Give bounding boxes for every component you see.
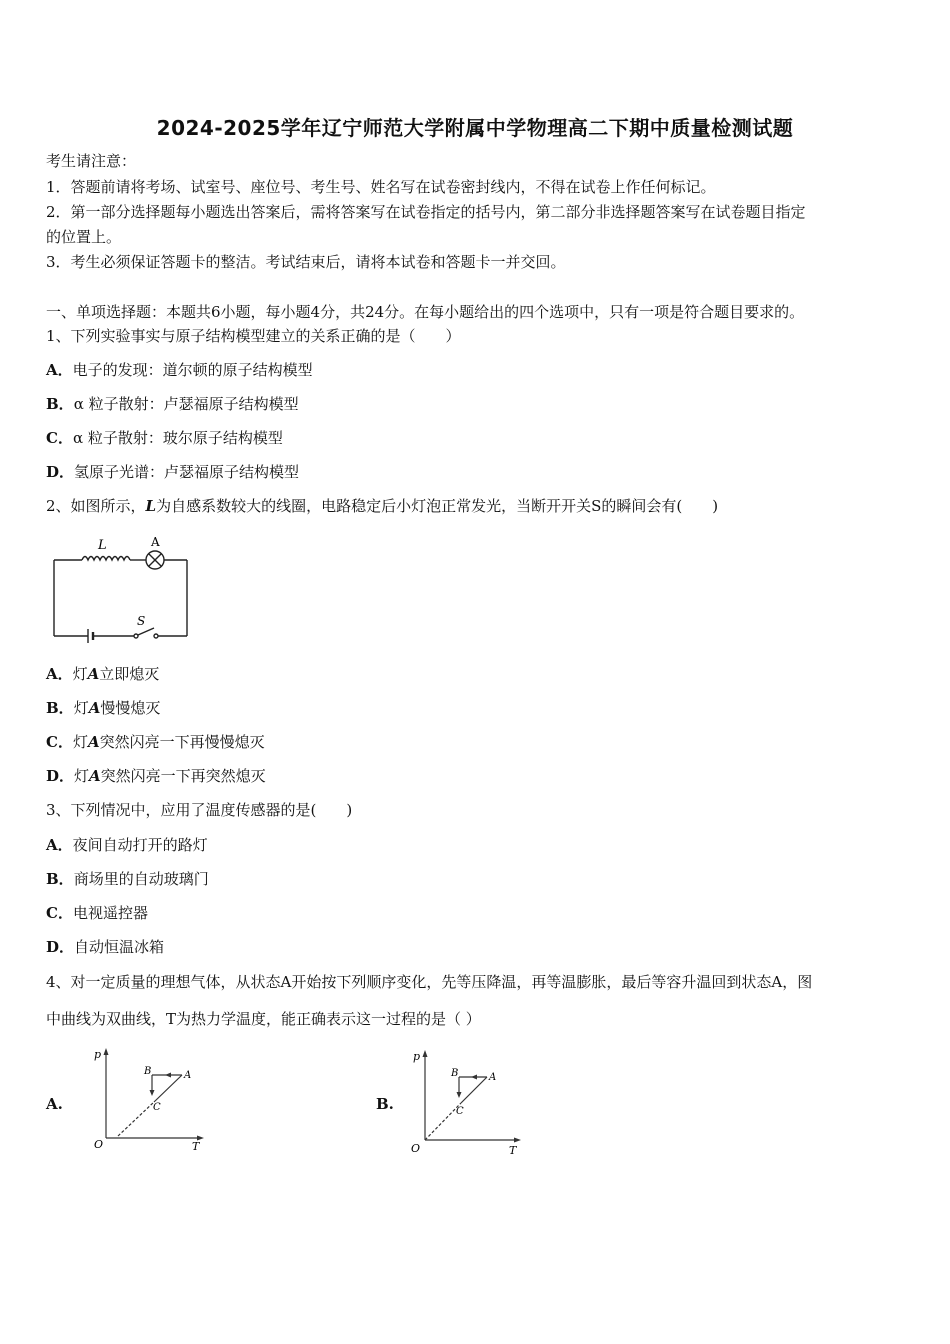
q1-option-b[interactable] [46,394,299,414]
q3-option-d[interactable] [46,937,164,957]
q1-option-a[interactable] [46,360,313,380]
point-c-label: C [153,1102,161,1113]
q2-option-d[interactable] [46,766,266,786]
notice-item-3: 3．考生必须保证答题卡的整洁。考试结束后，请将本试卷和答题卡一并交回。 [46,253,566,271]
option-label: D． [46,463,75,481]
notice-item-1: 1．答题前请将考场、试室号、座位号、考生号、姓名写在试卷密封线内，不得在试卷上作任何标记。 [46,178,716,196]
option-text: 突然闪亮一下再慢慢熄灭 [99,733,265,751]
q2-option-b[interactable] [46,698,160,718]
inductor-coil [82,557,130,561]
q4-option-a-graph [90,1044,210,1156]
option-text: α 粒子散射：玻尔原子结构模型 [72,429,283,447]
option-text: 电视遥控器 [72,904,148,922]
q3-option-c[interactable] [46,903,148,923]
option-pre: 灯 [73,699,89,717]
option-label: D． [46,767,75,785]
origin-label: O [411,1142,421,1155]
question-2-stem [46,496,718,516]
t-axis-arrow [514,1138,521,1143]
q4-option-b-label[interactable] [376,1094,394,1114]
option-text: 立即熄灭 [99,665,160,683]
option-label: B． [46,395,74,413]
option-var: A [88,699,101,717]
question-3-stem: 3、下列情况中，应用了温度传感器的是( ) [46,801,353,819]
switch-contact [134,634,138,638]
notice-item-2-cont: 的位置上。 [46,228,122,246]
dashed-line-to-origin [118,1102,154,1136]
option-label: A． [46,665,73,683]
arrow-bc [457,1092,462,1098]
option-pre: 灯 [72,733,88,751]
option-text: α 粒子散射：卢瑟福原子结构模型 [73,395,299,413]
question-4-stem-line-1: 4、对一定质量的理想气体，从状态A开始按下列顺序变化，先等压降温，再等温膨胀，最后等容升温回到状态A，图 [46,973,813,991]
switch-label: S [137,614,146,628]
q2-option-c[interactable] [46,732,265,752]
option-label: D． [46,938,75,956]
q1-option-d[interactable] [46,462,299,482]
option-pre: 灯 [72,665,88,683]
option-label: C． [46,429,73,447]
option-label: A． [46,836,73,854]
option-text: 自动恒温冰箱 [74,938,165,956]
point-a-label: A [184,1070,192,1081]
switch-contact [154,634,158,638]
option-label: B． [46,699,74,717]
page-title: 2024-2025学年辽宁师范大学附属中学物理高二下期中质量检测试题 [156,116,794,140]
point-c-label: C [456,1106,464,1117]
notice-item-2: 2．第一部分选择题每小题选出答案后，需将答案写在试卷指定的括号内，第二部分非选择题答案写在试卷题目指定 [46,203,806,221]
origin-label: O [94,1138,104,1151]
q4-option-a-label[interactable] [46,1094,63,1114]
option-label: B． [46,870,74,888]
section-heading: 一、单项选择题：本题共6小题，每小题4分，共24分。在每小题给出的四个选项中，只有一项是符合题目要求的。 [46,303,805,321]
t-axis-label: T [509,1144,517,1157]
p-axis-label: p [94,1048,102,1061]
circuit-diagram [46,532,196,644]
process-ca [154,1075,182,1102]
inductor-label: L [98,538,107,553]
t-axis-label: T [192,1140,200,1153]
question-4-stem-line-2: 中曲线为双曲线，T为热力学温度，能正确表示这一过程的是（ ） [46,1010,481,1028]
option-text: 氢原子光谱：卢瑟福原子结构模型 [74,463,300,481]
q1-option-c[interactable] [46,428,283,448]
point-b-label: B [451,1068,459,1079]
q2-stem-var-l: L [145,497,157,515]
option-label: A． [46,361,73,379]
q2-stem-pre: 2、如图所示， [46,497,146,515]
point-b-label: B [144,1066,152,1077]
arrow-ab [165,1073,171,1078]
option-text: 慢慢熄灭 [100,699,161,717]
option-text: 电子的发现：道尔顿的原子结构模型 [72,361,313,379]
notice-heading: 考生请注意： [46,152,137,170]
option-text: 夜间自动打开的路灯 [72,836,208,854]
option-text: 商场里的自动玻璃门 [73,870,209,888]
p-axis-arrow [423,1050,428,1057]
q3-option-a[interactable] [46,835,208,855]
option-var: A [87,733,100,751]
p-axis-label: p [413,1050,421,1063]
process-ca [461,1077,487,1103]
arrow-bc [150,1090,155,1096]
option-label: C． [46,904,73,922]
arrow-ab [471,1075,477,1080]
option-label: B. [376,1095,394,1113]
p-axis-arrow [104,1048,109,1055]
q4-option-b-graph [405,1046,525,1158]
lamp-label: A [151,535,160,549]
question-1-stem: 1、下列实验事实与原子结构模型建立的关系正确的是（ ） [46,327,461,345]
q2-option-a[interactable] [46,664,159,684]
option-pre: 灯 [74,767,90,785]
option-text: 突然闪亮一下再突然熄灭 [100,767,266,785]
switch-blade [138,628,154,635]
q2-stem-post: 为自感系数较大的线圈，电路稳定后小灯泡正常发光，当断开开关S的瞬间会有( ) [156,497,719,515]
option-label: A. [46,1095,63,1113]
option-label: C． [46,733,73,751]
option-var: A [89,767,101,785]
point-a-label: A [489,1072,497,1083]
q3-option-b[interactable] [46,869,209,889]
option-var: A [87,665,100,683]
